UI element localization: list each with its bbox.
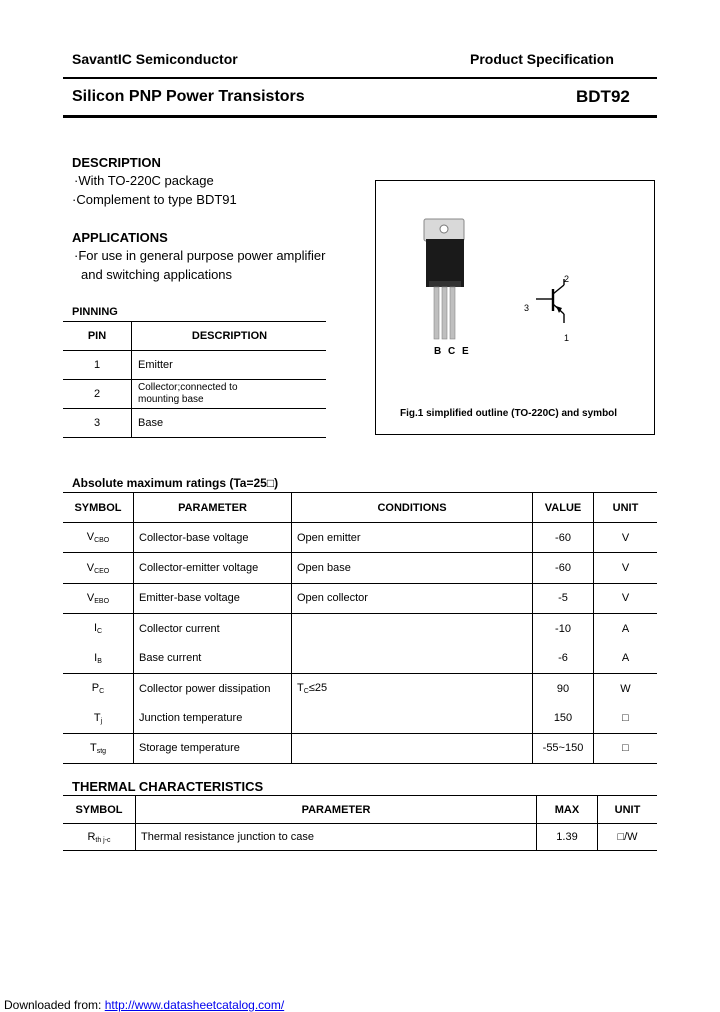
conditions-cell: Open base [292,553,533,583]
table-row [63,673,657,703]
header-max: MAX [537,796,598,824]
table-row [63,703,657,733]
max-cell: 1.39 [537,824,598,851]
conditions-cell: Open emitter [292,523,533,553]
lead-b [434,287,439,339]
description-item: ·Complement to type BDT91 [72,192,237,207]
parameter-cell: Collector-base voltage [134,523,292,553]
value-cell: 90 [533,673,594,703]
unit-cell: A [594,614,658,644]
value-cell: -5 [533,583,594,613]
symbol-cell: $T_{stg}$ [63,733,134,763]
applications-heading: APPLICATIONS [72,230,168,245]
figure-box [375,180,655,435]
symbol-cell: $R_{th j-c}$ [63,824,136,851]
pin-col-header: PIN [63,321,132,351]
pin-description [132,380,327,409]
product-title: Silicon PNP Power Transistors [72,88,305,105]
mounting-hole [440,225,448,233]
header-value: VALUE [533,493,594,523]
ratings-table [63,492,657,764]
pin-description: Emitter [132,351,327,380]
table-row [63,351,326,380]
company-name: SavantIC Semiconductor [72,51,238,67]
pin-number: 3 [63,409,132,438]
header-parameter: PARAMETER [134,493,292,523]
parameter-cell: Storage temperature [134,733,292,763]
pinning-heading: PINNING [72,306,118,318]
header-conditions: CONDITIONS [292,493,533,523]
table-row [63,824,657,851]
pnp-symbol-icon [536,279,564,323]
parameter-cell: Collector current [134,614,292,644]
to220-package-drawing [376,181,654,434]
table-row [63,644,657,674]
table-row [63,553,657,583]
unit-cell: □/W [598,824,658,851]
symbol-cell: $T_j$ [63,703,134,733]
ratings-heading: Absolute maximum ratings (Ta=25□) [72,476,279,490]
lead-e [450,287,455,339]
package-body [426,239,464,287]
applications-line: ·For use in general purpose power amplifier [74,248,326,263]
value-cell: -60 [533,523,594,553]
description-heading: DESCRIPTION [72,155,161,170]
pin-number: 1 [63,351,132,380]
conditions-cell [292,703,533,733]
unit-cell: □ [594,733,658,763]
parameter-cell: Collector-emitter voltage [134,553,292,583]
unit-cell: V [621,531,630,544]
symbol-pin-3: 3 [524,303,530,313]
conditions-cell [292,614,533,644]
symbol-pin-2: 2 [564,274,570,284]
symbol-cell: $V_{CBO}$ [63,523,134,553]
header-symbol: SYMBOL [63,493,134,523]
unit-cell: W [594,673,658,703]
unit-cell: □ [622,712,629,725]
header-symbol: SYMBOL [63,796,136,824]
footer-link[interactable]: http://www.datasheetcatalog.com/ [104,998,285,1012]
parameter-cell: Thermal resistance junction to case [136,824,537,851]
pinning-table [63,321,326,438]
figure-caption: Fig.1 simplified outline (TO-220C) and symbol [400,408,618,419]
table-row [63,583,657,613]
symbol-cell: $I_B$ [63,644,134,674]
pin-description: Base [132,409,327,438]
table-row [63,523,657,553]
symbol-cell: $V_{CEO}$ [63,553,134,583]
unit-cell: A [621,652,630,665]
conditions-cell: $T_C\le 25$ [292,673,533,703]
table-row [63,733,657,763]
footer-label: Downloaded from: [4,998,102,1012]
parameter-cell: Junction temperature [134,703,292,733]
header-unit: UNIT [594,493,658,523]
header-rule-top [63,77,657,79]
conditions-cell [292,644,533,674]
table-row [63,409,326,438]
description-item: ·With TO-220C package [74,173,214,188]
pin-description-line: Collector;connected to [138,382,238,393]
applications-line: and switching applications [81,267,233,282]
value-cell: -6 [533,644,594,674]
value-cell: 150 [533,703,594,733]
table-row [63,614,657,644]
parameter-cell: Collector power dissipation [134,673,292,703]
lead-labels: B C E [434,346,471,357]
conditions-cell [292,733,533,763]
table-header-row [63,493,657,523]
symbol-cell: $V_{EBO}$ [63,583,134,613]
value-cell: -55~150 [533,733,594,763]
pin-description-line: mounting base [138,394,204,405]
desc-col-header: DESCRIPTION [191,329,268,342]
symbol-pin-1: 1 [564,333,570,343]
parameter-cell: Emitter-base voltage [134,583,292,613]
pin-number: 2 [63,380,132,409]
part-number: BDT92 [576,87,630,106]
header-parameter: PARAMETER [136,796,537,824]
unit-cell: V [594,583,658,613]
thermal-heading: THERMAL CHARACTERISTICS [72,779,264,794]
header-rule-bottom [63,115,657,118]
table-header-row [63,796,657,824]
header-unit: UNIT [598,796,658,824]
parameter-cell: Base current [134,644,292,674]
unit-cell: V [594,553,658,583]
thermal-table [63,795,657,851]
symbol-cell: $P_C$ [63,673,134,703]
value-cell: -60 [533,553,594,583]
doc-type: Product Specification [470,51,614,67]
table-row [63,380,326,409]
conditions-cell: Open collector [292,583,533,613]
footer [4,998,284,1012]
symbol-cell: $I_C$ [63,614,134,644]
value-cell: -10 [533,614,594,644]
lead-c [442,287,447,339]
